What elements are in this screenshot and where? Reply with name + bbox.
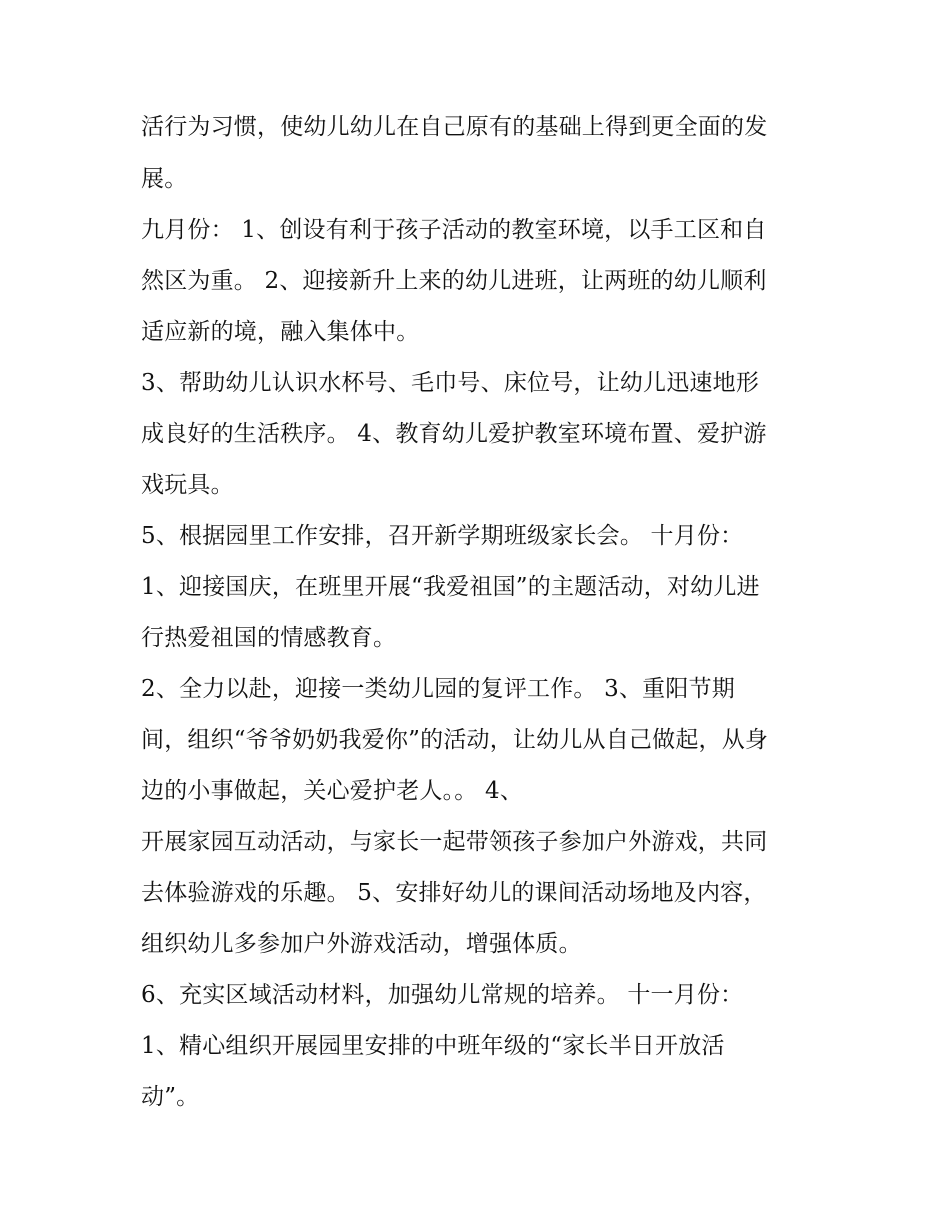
text-line: 行热爱祖国的情感教育。 [141,625,397,651]
text-line: 然区为重。 2、迎接新升上来的幼儿进班，让两班的幼儿顺利 [141,268,767,294]
text-line: 适应新的境，融入集体中。 [141,319,420,345]
text-line: 边的小事做起，关心爱护老人。。 4、 [141,778,524,804]
text-line: 1、迎接国庆，在班里开展“我爱祖国”的主题活动，对幼儿进 [141,574,760,600]
text-line: 戏玩具。 [141,472,234,498]
text-line: 5、根据园里工作安排，召开新学期班级家长会。 十月份： [141,523,744,549]
text-line: 动”。 [141,1084,200,1110]
text-line: 1、精心组织开展园里安排的中班年级的“家长半日开放活 [141,1033,725,1059]
text-line: 活行为习惯，使幼儿幼儿在自己原有的基础上得到更全面的发 [141,114,768,140]
text-line: 组织幼儿多参加户外游戏活动，增强体质。 [141,931,582,957]
text-line: 成良好的生活秩序。 4、教育幼儿爱护教室环境布置、爱护游 [141,421,767,447]
text-line: 九月份： 1、创设有利于孩子活动的教室环境，以手工区和自 [141,217,767,243]
text-line: 2、全力以赴，迎接一类幼儿园的复评工作。 3、重阳节期 [141,676,735,702]
text-line: 去体验游戏的乐趣。 5、安排好幼儿的课间活动场地及内容， [141,880,767,906]
text-line: 展。 [141,166,188,192]
text-line: 6、充实区域活动材料，加强幼儿常规的培养。 十一月份： [141,982,744,1008]
text-line: 开展家园互动活动，与家长一起带领孩子参加户外游戏，共同 [141,829,768,855]
text-line: 3、帮助幼儿认识水杯号、毛巾号、床位号，让幼儿迅速地形 [141,370,760,396]
text-line: 间，组织“爷爷奶奶我爱你”的活动，让幼儿从自己做起，从身 [141,727,769,753]
